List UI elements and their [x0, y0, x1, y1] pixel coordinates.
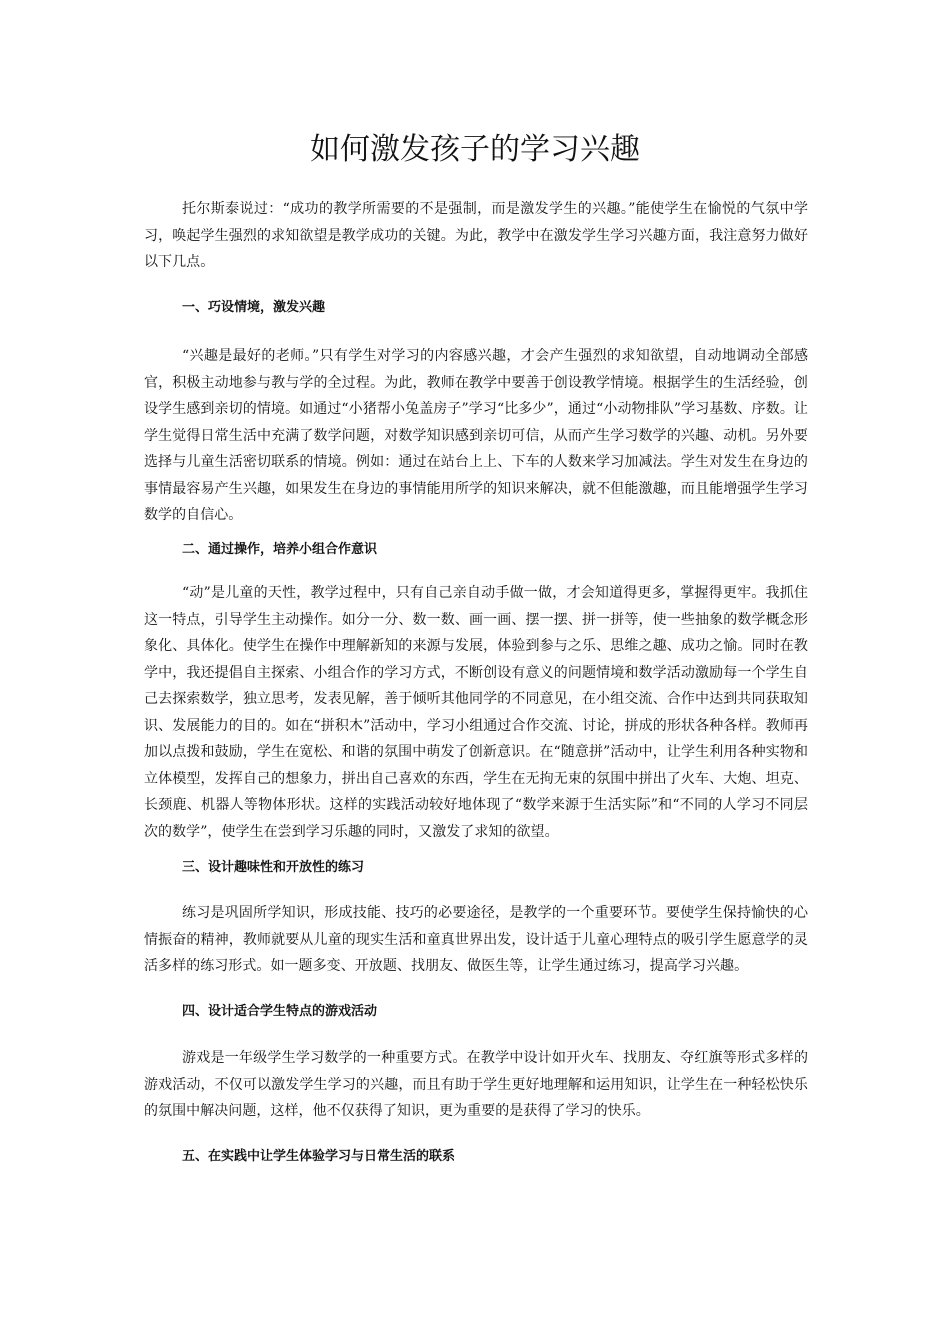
section-body-2: “动”是儿童的天性，教学过程中，只有自己亲自动手做一做，才会知道得更多，掌握得更牢。我抓住这一特点，引导学生主动操作。如分一分、数一数、画一画、摆一摆、拼一拼等，使一些抽象的数学概念形象化、具体化。使学生在操作中理解新知的来源与发展，体验到参与之乐、思维之趣、成功之愉。同时在教学中，我还提倡自主探索、小组合作的学习方式，不断创设有意义的问题情境和数学活动激励每一个学生自己去探索数学，独立思考，发表见解，善于倾听其他同学的不同意见，在小组交流、合作中达到共同获取知识、发展能力的目的。如在“拼积木”活动中，学习小组通过合作交流、讨论，拼成的形状各种各样。教师再加以点拨和鼓励，学生在宽松、和谐的氛围中萌发了创新意识。在“随意拼”活动中，让学生利用各种实物和立体模型，发挥自己的想象力，拼出自己喜欢的东西，学生在无拘无束的氛围中拼出了火车、大炮、坦克、长颈鹿、机器人等物体形状。这样的实践活动较好地体现了“数学来源于生活实际”和“不同的人学习不同层次的数学”，使学生在尝到学习乐趣的同时，又激发了求知的欲望。 — [144, 585, 808, 840]
section-heading-2: 二、通过操作，培养小组合作意识 — [182, 542, 378, 557]
section-body-4: 游戏是一年级学生学习数学的一种重要方式。在教学中设计如开火车、找朋友、夺红旗等形式多样的游戏活动，不仅可以激发学生学习的兴趣，而且有助于学生更好地理解和运用知识，让学生在一种轻松快乐的氛围中解决问题，这样，他不仅获得了知识，更为重要的是获得了学习的快乐。 — [144, 1050, 808, 1119]
section-heading-4: 四、设计适合学生特点的游戏活动 — [182, 1004, 378, 1019]
section-body-1: “兴趣是最好的老师。”只有学生对学习的内容感兴趣，才会产生强烈的求知欲望，自动地调动全部感官，积极主动地参与教与学的全过程。为此，教师在教学中要善于创设教学情境。根据学生的生活经验，创设学生感到亲切的情境。如通过“小猪帮小兔盖房子”学习“比多少”，通过“小动物排队”学习基数、序数。让学生觉得日常生活中充满了数学问题，对数学知识感到亲切可信，从而产生学习数学的兴趣、动机。另外要选择与儿童生活密切联系的情境。例如：通过在站台上上、下车的人数来学习加减法。学生对发生在身边的事情最容易产生兴趣，如果发生在身边的事情能用所学的知识来解决，就不但能激趣，而且能增强学生学习数学的自信心。 — [144, 348, 808, 523]
section-body-3: 练习是巩固所学知识，形成技能、技巧的必要途径，是教学的一个重要环节。要使学生保持愉快的心情振奋的精神，教师就要从儿童的现实生活和童真世界出发，设计适于儿童心理特点的吸引学生愿意学的灵活多样的练习形式。如一题多变、开放题、找朋友、做医生等，让学生通过练习，提高学习兴趣。 — [144, 905, 808, 974]
document-title: 如何激发孩子的学习兴趣 — [310, 132, 640, 167]
intro-paragraph: 托尔斯泰说过：“成功的教学所需要的不是强制，而是激发学生的兴趣。”能使学生在愉悦的气氛中学习，唤起学生强烈的求知欲望是教学成功的关键。为此，教学中在激发学生学习兴趣方面，我注意努力做好以下几点。 — [144, 201, 808, 270]
section-heading-5: 五、在实践中让学生体验学习与日常生活的联系 — [182, 1149, 456, 1164]
section-heading-1: 一、巧设情境，激发兴趣 — [182, 300, 326, 315]
section-heading-3: 三、设计趣味性和开放性的练习 — [182, 860, 365, 875]
